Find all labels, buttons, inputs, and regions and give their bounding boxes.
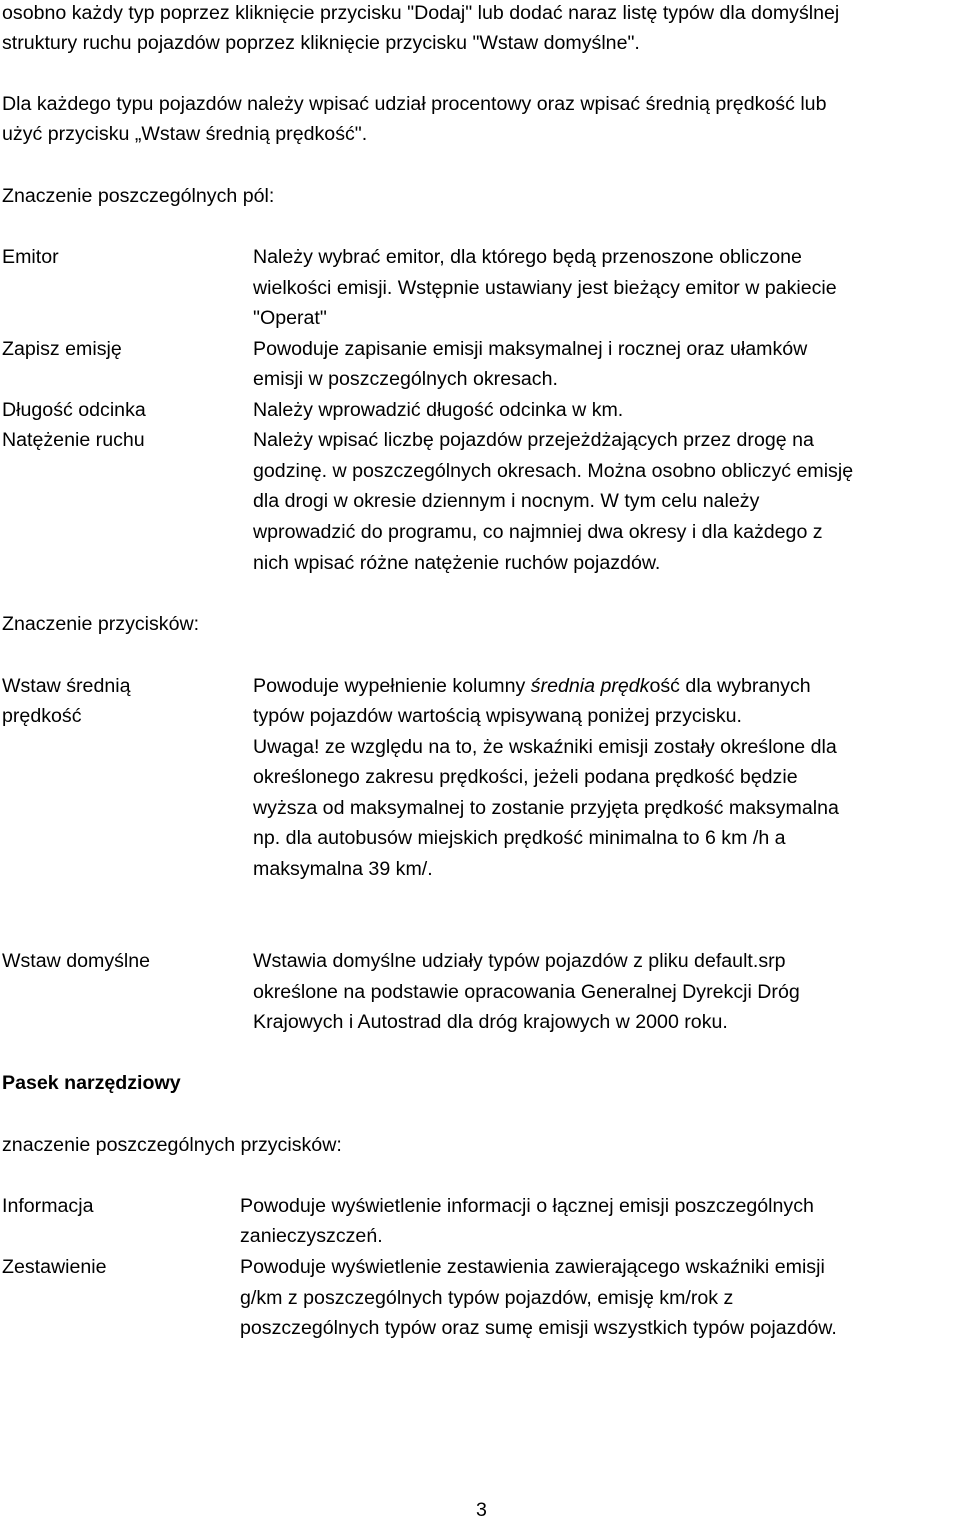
field-desc-line: "Operat" xyxy=(253,307,327,329)
field-desc-line: wprowadzić do programu, co najmniej dwa okresy i dla każdego z xyxy=(253,521,823,543)
button-desc-line: Wstawia domyślne udziały typów pojazdów z pliku default.srp xyxy=(253,950,786,972)
field-term-dlugosc-odcinka: Długość odcinka xyxy=(2,399,146,421)
toolbar-subheading: znaczenie poszczególnych przycisków: xyxy=(2,1134,342,1156)
toolbar-term-informacja: Informacja xyxy=(2,1195,94,1217)
button-desc-italic-text: średnia prędk xyxy=(530,675,650,697)
button-term-wstaw-srednia-line: Wstaw średnią xyxy=(2,675,131,697)
button-desc-line xyxy=(253,673,811,699)
button-desc-line: wyższa od maksymalnej to zostanie przyjęta prędkość maksymalna xyxy=(253,797,839,819)
field-desc-line: godzinę. w poszczególnych okresach. Można osobno obliczyć emisję xyxy=(253,460,854,482)
page-number: 3 xyxy=(476,1499,487,1521)
toolbar-desc-line: Powoduje wyświetlenie zestawienia zawierającego wskaźniki emisji xyxy=(240,1256,825,1278)
button-term-wstaw-srednia-line: prędkość xyxy=(2,705,82,727)
toolbar-desc-line: Powoduje wyświetlenie informacji o łącznej emisji poszczególnych xyxy=(240,1195,814,1217)
fields-heading: Znaczenie poszczególnych pól: xyxy=(2,185,275,207)
button-term-wstaw-domyslne: Wstaw domyślne xyxy=(2,950,151,972)
button-desc-text: Powoduje wypełnienie kolumny xyxy=(253,675,531,697)
intro-line: Dla każdego typu pojazdów należy wpisać udział procentowy oraz wpisać średnią prędkość lub xyxy=(2,93,827,115)
intro-line: użyć przycisku „Wstaw średnią prędkość". xyxy=(2,123,368,145)
intro-line: osobno każdy typ poprzez kliknięcie przycisku "Dodaj" lub dodać naraz listę typów dla domyślnej xyxy=(2,2,840,24)
button-desc-line: np. dla autobusów miejskich prędkość minimalna to 6 km /h a xyxy=(253,827,786,849)
field-desc-line: Należy wprowadzić długość odcinka w km. xyxy=(253,399,624,421)
button-desc-line: Uwaga! ze względu na to, że wskaźniki emisji zostały określone dla xyxy=(253,736,837,758)
field-desc-line: Należy wybrać emitor, dla którego będą przenoszone obliczone xyxy=(253,246,802,268)
button-desc-text: ość dla wybranych xyxy=(649,675,811,697)
toolbar-desc-line: zanieczyszczeń. xyxy=(240,1225,383,1247)
field-term-emitor: Emitor xyxy=(2,246,59,268)
button-desc-line: określone na podstawie opracowania Generalnej Dyrekcji Dróg xyxy=(253,981,800,1003)
field-desc-line: wielkości emisji. Wstępnie ustawiany jest bieżący emitor w pakiecie xyxy=(253,277,837,299)
field-desc-line: dla drogi w okresie dziennym i nocnym. W tym celu należy xyxy=(253,490,760,512)
field-term-zapisz-emisje: Zapisz emisję xyxy=(2,338,122,360)
field-desc-line: nich wpisać różne natężenie ruchów pojazdów. xyxy=(253,552,661,574)
field-term-natezenie-ruchu: Natężenie ruchu xyxy=(2,429,145,451)
field-desc-line: Powoduje zapisanie emisji maksymalnej i rocznej oraz ułamków xyxy=(253,338,808,360)
button-desc-line: określonego zakresu prędkości, jeżeli podana prędkość będzie xyxy=(253,766,798,788)
button-desc-line: Krajowych i Autostrad dla dróg krajowych w 2000 roku. xyxy=(253,1011,728,1033)
toolbar-desc-line: poszczególnych typów oraz sumę emisji wszystkich typów pojazdów. xyxy=(240,1317,837,1339)
intro-line: struktury ruchu pojazdów poprzez kliknięcie przycisku "Wstaw domyślne". xyxy=(2,32,640,54)
field-desc-line: emisji w poszczególnych okresach. xyxy=(253,368,558,390)
button-desc-line: typów pojazdów wartością wpisywaną poniżej przycisku. xyxy=(253,705,742,727)
button-desc-line: maksymalna 39 km/. xyxy=(253,858,433,880)
toolbar-term-zestawienie: Zestawienie xyxy=(2,1256,107,1278)
toolbar-heading: Pasek narzędziowy xyxy=(2,1072,181,1094)
buttons-heading: Znaczenie przycisków: xyxy=(2,613,200,635)
toolbar-desc-line: g/km z poszczególnych typów pojazdów, emisję km/rok z xyxy=(240,1287,734,1309)
field-desc-line: Należy wpisać liczbę pojazdów przejeżdżających przez drogę na xyxy=(253,429,814,451)
